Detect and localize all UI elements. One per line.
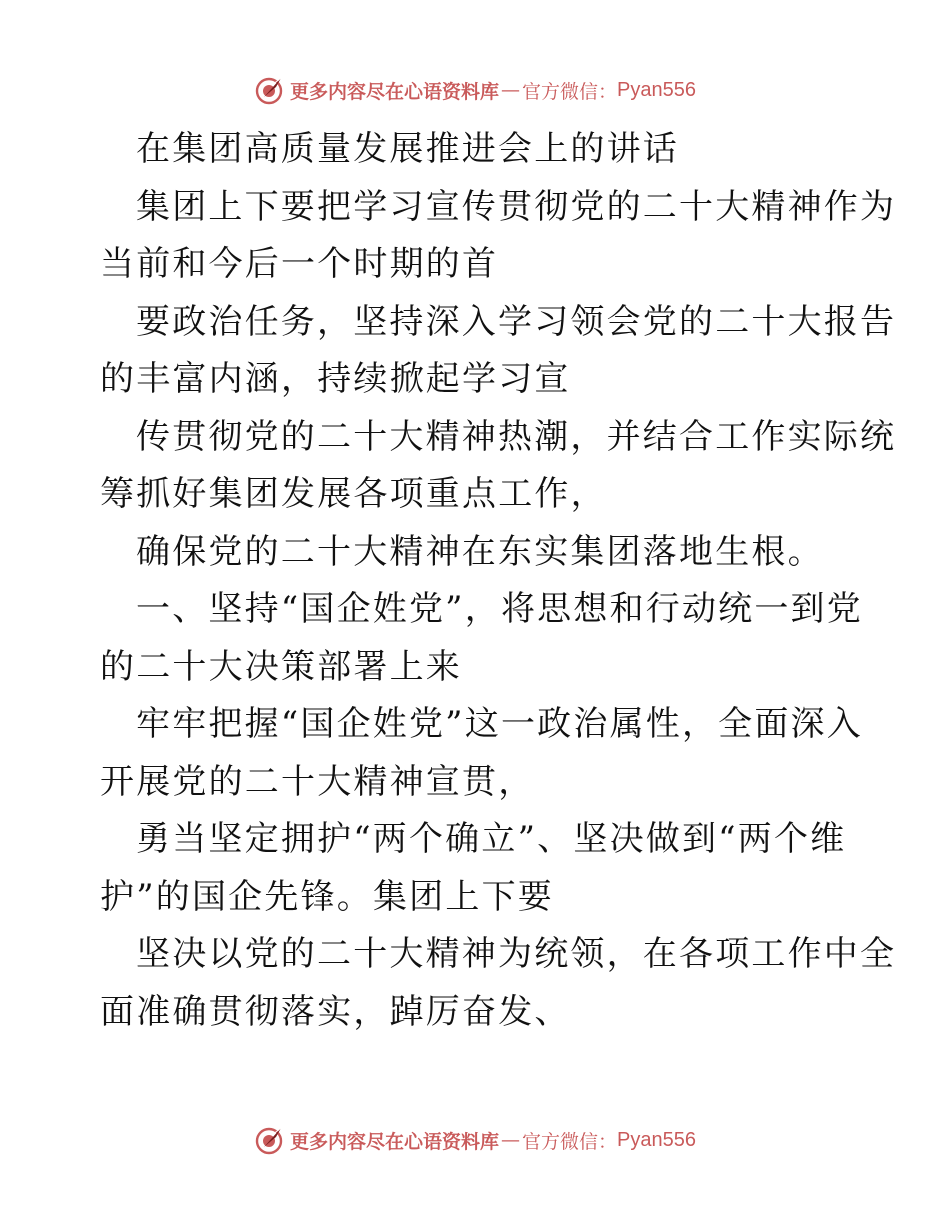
quill-logo-icon xyxy=(254,1125,284,1155)
section-heading: 的二十大决策部署上来 xyxy=(100,646,462,687)
watermark-footer xyxy=(0,1120,950,1160)
document-body xyxy=(100,121,897,1041)
paragraph-line: 牢牢把握“国企姓党”这一政治属性，全面深入 xyxy=(136,704,863,744)
paragraph-line: 开展党的二十大精神宣贯， xyxy=(100,761,535,802)
paragraph-line: 筹抓好集团发展各项重点工作， xyxy=(100,474,607,514)
paragraph-line: 集团上下要把学习宣传贯彻党的二十大精神作为 xyxy=(136,186,897,227)
watermark-wechat-label: 官方微信： xyxy=(522,1130,618,1153)
paragraph-line: 当前和今后一个时期的首 xyxy=(100,244,499,284)
watermark-separator: — xyxy=(501,1129,521,1151)
paragraph-line: 勇当坚定拥护“两个确立”、坚决做到“两个维 xyxy=(136,819,847,859)
paragraph-line: 要政治任务，坚持深入学习领会党的二十大报告 xyxy=(136,301,897,342)
watermark-header xyxy=(0,70,950,110)
paragraph-line: 传贯彻党的二十大精神热潮，并结合工作实际统 xyxy=(136,416,897,457)
watermark-separator: — xyxy=(501,79,521,101)
paragraph-line: 面准确贯彻落实，踔厉奋发、 xyxy=(100,991,571,1032)
paragraph-line: 确保党的二十大精神在东实集团落地生根。 xyxy=(136,531,824,572)
quill-logo-icon xyxy=(254,75,284,105)
paragraph-line: 的丰富内涵，持续掀起学习宣 xyxy=(100,359,571,399)
watermark-brand: 更多内容尽在心语资料库 xyxy=(290,1130,500,1153)
watermark-brand: 更多内容尽在心语资料库 xyxy=(290,80,500,103)
paragraph-line: 坚决以党的二十大精神为统领，在各项工作中全 xyxy=(136,934,897,974)
watermark-wechat-id: Pyan556 xyxy=(617,78,696,101)
watermark-wechat-label: 官方微信： xyxy=(522,80,618,103)
section-heading: 一、坚持“国企姓党”，将思想和行动统一到党 xyxy=(136,589,863,629)
watermark-wechat-id: Pyan556 xyxy=(617,1128,696,1151)
document-title: 在集团高质量发展推进会上的讲话 xyxy=(136,129,679,169)
paragraph-line: 护”的国企先锋。集团上下要 xyxy=(100,876,554,917)
